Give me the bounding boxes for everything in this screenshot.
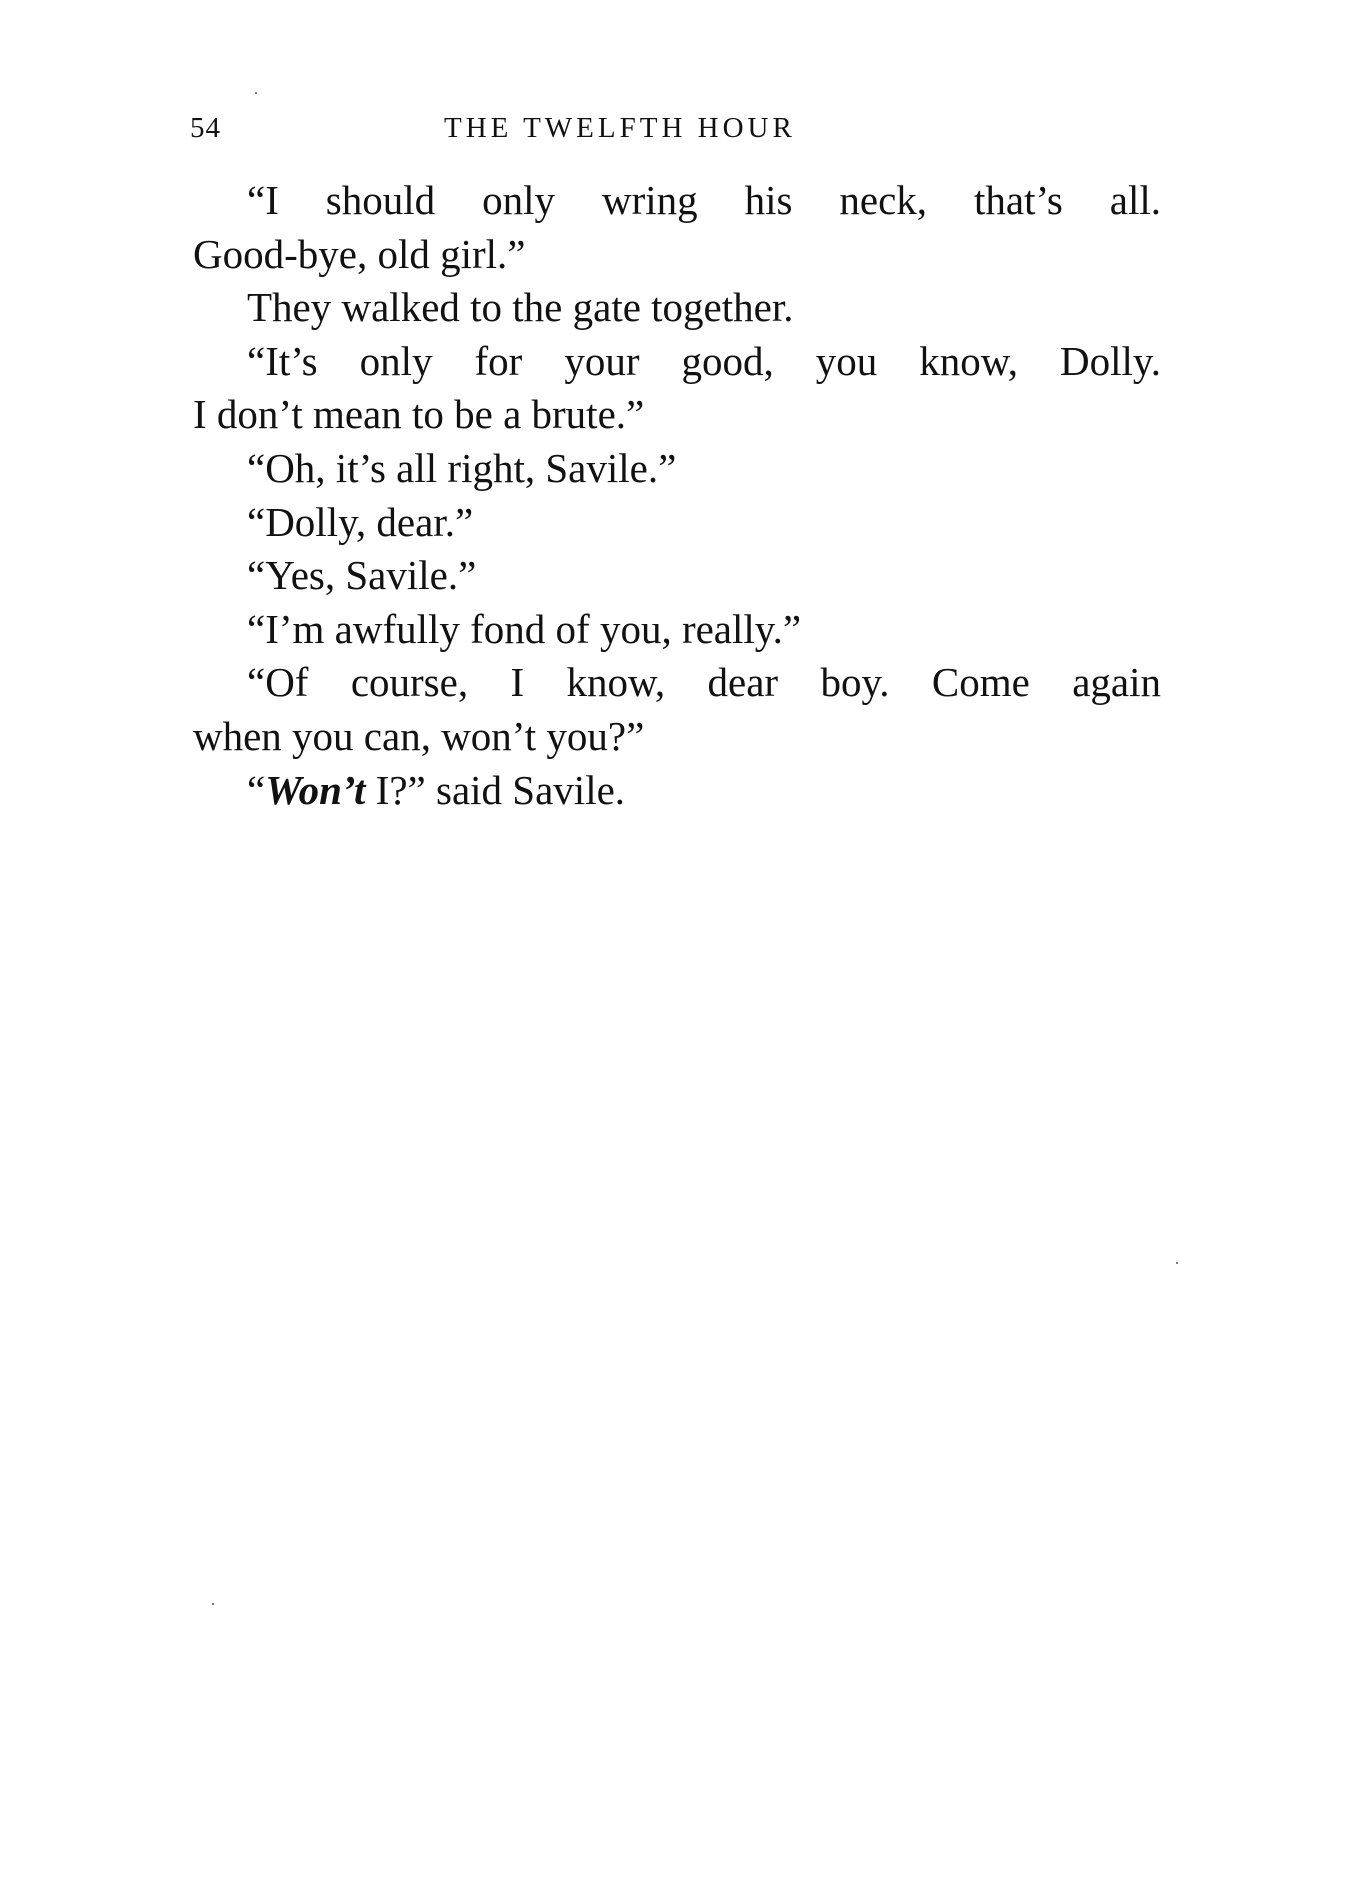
emphasized-word: Won’t bbox=[265, 766, 366, 813]
running-head: THE TWELFTH HOUR bbox=[444, 112, 796, 144]
open-quote: “ bbox=[247, 766, 266, 813]
text-line: Good-bye, old girl.” bbox=[193, 230, 526, 277]
text-line: I don’t mean to be a brute.” bbox=[193, 391, 645, 438]
paragraph bbox=[193, 174, 1161, 281]
line-rest: I?” said Savile. bbox=[365, 766, 626, 813]
text-line: “I’m awfully fond of you, really.” bbox=[247, 605, 802, 652]
text-line: They walked to the gate together. bbox=[247, 284, 794, 331]
paragraph bbox=[193, 442, 1161, 496]
body-text bbox=[193, 174, 1161, 817]
text-line bbox=[193, 764, 1161, 818]
paragraph bbox=[193, 603, 1161, 657]
page-number: 54 bbox=[190, 112, 221, 144]
scan-speck bbox=[1176, 1262, 1178, 1264]
text-line: “I should only wring his neck, that’s all. bbox=[247, 177, 1161, 223]
page-header bbox=[190, 108, 1160, 148]
paragraph bbox=[193, 656, 1161, 763]
paragraph bbox=[193, 281, 1161, 335]
text-line: “It’s only for your good, you know, Dolly. bbox=[247, 337, 1161, 384]
text-line: when you can, won’t you?” bbox=[193, 712, 645, 759]
scan-speck bbox=[255, 92, 257, 94]
scan-speck bbox=[212, 1603, 214, 1605]
paragraph bbox=[193, 335, 1161, 442]
paragraph bbox=[193, 549, 1161, 603]
text-line: “Dolly, dear.” bbox=[247, 498, 474, 545]
text-line: “Of course, I know, dear boy. Come again bbox=[247, 659, 1161, 706]
text-line: “Oh, it’s all right, Savile.” bbox=[247, 444, 677, 491]
text-line: “Yes, Savile.” bbox=[247, 552, 477, 599]
paragraph bbox=[193, 764, 1161, 818]
paragraph bbox=[193, 496, 1161, 550]
